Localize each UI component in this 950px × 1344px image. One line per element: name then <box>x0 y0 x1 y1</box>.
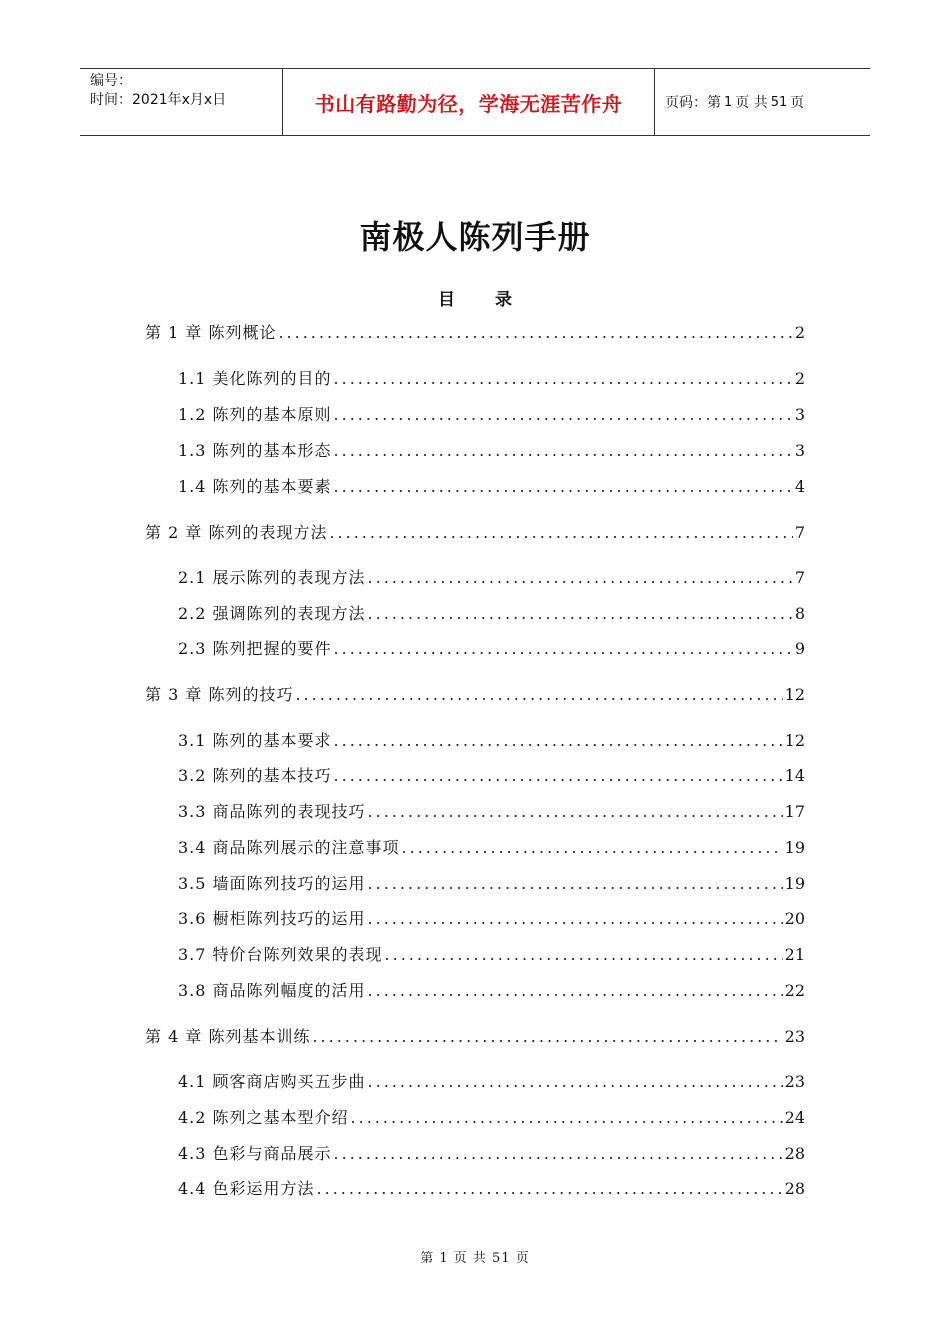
toc-entry-page: 2 <box>794 369 805 388</box>
toc-leader-dots <box>334 639 793 658</box>
header-motto: 书山有路勤为径，学海无涯苦作舟 <box>314 91 623 116</box>
toc-entry-label: 1.1 美化陈列的目的 <box>178 369 332 388</box>
toc-entry-label: 4.1 顾客商店购买五步曲 <box>178 1072 366 1091</box>
toc-entry-page: 7 <box>794 523 805 542</box>
toc-entry-page: 12 <box>784 685 805 704</box>
toc-section-entry[interactable] <box>178 1176 805 1198</box>
toc-section-entry[interactable] <box>178 799 805 821</box>
toc-chapter-entry[interactable] <box>145 320 805 342</box>
toc-heading: 目录 <box>438 290 552 310</box>
toc-entry-label: 2.1 展示陈列的表现方法 <box>178 568 366 587</box>
page-label-prefix: 页码：第 <box>665 95 721 111</box>
toc-entry-label: 3.6 橱柜陈列技巧的运用 <box>178 909 366 928</box>
page-total: 51 <box>770 94 788 110</box>
toc-entry-page: 19 <box>784 874 805 893</box>
toc-chapter-entry[interactable] <box>145 682 805 704</box>
toc-entry-label: 3.1 陈列的基本要求 <box>178 731 332 750</box>
toc-section-entry[interactable] <box>178 474 805 496</box>
toc-entry-page: 12 <box>784 731 805 750</box>
toc-entry-label: 3.2 陈列的基本技巧 <box>178 766 332 785</box>
toc-entry-label: 第 4 章 陈列基本训练 <box>145 1027 311 1046</box>
toc-entry-page: 7 <box>794 568 805 587</box>
toc-leader-dots <box>334 731 783 750</box>
toc-entry-page: 4 <box>794 477 805 496</box>
toc-entry-page: 19 <box>784 838 805 857</box>
toc-chapter-entry[interactable] <box>145 520 805 542</box>
page-label-suffix: 页 <box>790 95 805 111</box>
toc-leader-dots <box>385 945 783 964</box>
toc-section-entry[interactable] <box>178 728 805 750</box>
toc-entry-page: 21 <box>784 945 805 964</box>
toc-entry-page: 14 <box>784 766 805 785</box>
toc-entry-page: 8 <box>794 604 805 623</box>
toc-entry-page: 9 <box>794 639 805 658</box>
toc-section-entry[interactable] <box>178 601 805 623</box>
toc-entry-label: 4.2 陈列之基本型介绍 <box>178 1108 349 1127</box>
toc-section-entry[interactable] <box>178 1069 805 1091</box>
toc-section-entry[interactable] <box>178 402 805 424</box>
toc-entry-label: 1.4 陈列的基本要素 <box>178 477 332 496</box>
toc-leader-dots <box>368 1072 783 1091</box>
toc-entry-page: 28 <box>784 1179 805 1198</box>
toc-entry-label: 第 3 章 陈列的技巧 <box>145 685 294 704</box>
toc-leader-dots <box>334 1144 783 1163</box>
toc-entry-label: 2.3 陈列把握的要件 <box>178 639 332 658</box>
toc-entry-label: 第 1 章 陈列概论 <box>145 323 277 342</box>
document-time-label: 时间：2021年x月x日 <box>90 92 227 108</box>
toc-section-entry[interactable] <box>178 763 805 785</box>
toc-section-entry[interactable] <box>178 1141 805 1163</box>
toc-entry-page: 28 <box>784 1144 805 1163</box>
toc-section-entry[interactable] <box>178 906 805 928</box>
toc-leader-dots <box>329 523 792 542</box>
toc-entry-label: 3.5 墙面陈列技巧的运用 <box>178 874 366 893</box>
toc-entry-page: 20 <box>784 909 805 928</box>
toc-leader-dots <box>334 405 793 424</box>
toc-entry-label: 3.8 商品陈列幅度的活用 <box>178 981 366 1000</box>
toc-entry-label: 2.2 强调陈列的表现方法 <box>178 604 366 623</box>
toc-leader-dots <box>278 323 792 342</box>
page-header <box>80 68 870 136</box>
toc-entry-label: 第 2 章 陈列的表现方法 <box>145 523 328 542</box>
toc-entry-page: 2 <box>794 323 805 342</box>
toc-leader-dots <box>295 685 782 704</box>
toc-section-entry[interactable] <box>178 366 805 388</box>
toc-entry-label: 3.3 商品陈列的表现技巧 <box>178 802 366 821</box>
toc-entry-page: 3 <box>794 441 805 460</box>
header-page-info <box>655 69 870 135</box>
document-number-label: 编号： <box>90 73 132 89</box>
toc-entry-label: 1.3 陈列的基本形态 <box>178 441 332 460</box>
toc-section-entry[interactable] <box>178 636 805 658</box>
toc-leader-dots <box>368 874 783 893</box>
toc-leader-dots <box>334 766 783 785</box>
toc-entry-label: 3.4 商品陈列展示的注意事项 <box>178 838 400 857</box>
toc-leader-dots <box>312 1027 782 1046</box>
toc-section-entry[interactable] <box>178 835 805 857</box>
toc-leader-dots <box>368 604 793 623</box>
toc-section-entry[interactable] <box>178 942 805 964</box>
toc-entry-page: 3 <box>794 405 805 424</box>
toc-entry-label: 4.4 色彩运用方法 <box>178 1179 315 1198</box>
toc-entry-page: 17 <box>784 802 805 821</box>
toc-section-entry[interactable] <box>178 1105 805 1127</box>
toc-entry-page: 24 <box>784 1108 805 1127</box>
toc-leader-dots <box>368 568 793 587</box>
document-title: 南极人陈列手册 <box>359 218 591 256</box>
toc-leader-dots <box>368 802 783 821</box>
header-meta <box>80 69 282 135</box>
toc-leader-dots <box>334 441 793 460</box>
page-current: 1 <box>724 94 733 110</box>
toc-section-entry[interactable] <box>178 565 805 587</box>
toc-leader-dots <box>351 1108 783 1127</box>
page-label-middle: 页 共 <box>735 95 768 111</box>
toc-entry-page: 23 <box>784 1027 805 1046</box>
toc-leader-dots <box>368 981 783 1000</box>
toc-leader-dots <box>368 909 783 928</box>
toc-entry-label: 1.2 陈列的基本原则 <box>178 405 332 424</box>
toc-section-entry[interactable] <box>178 438 805 460</box>
toc-section-entry[interactable] <box>178 871 805 893</box>
page-footer: 第 1 页 共 51 页 <box>420 1251 530 1266</box>
toc-entry-page: 22 <box>784 981 805 1000</box>
header-motto-cell <box>282 69 655 135</box>
toc-leader-dots <box>334 369 793 388</box>
toc-entry-label: 3.7 特价台陈列效果的表现 <box>178 945 383 964</box>
toc-chapter-entry[interactable] <box>145 1024 805 1046</box>
toc-leader-dots <box>402 838 783 857</box>
toc-leader-dots <box>334 477 793 496</box>
toc-leader-dots <box>317 1179 783 1198</box>
toc-entry-label: 4.3 色彩与商品展示 <box>178 1144 332 1163</box>
toc-entry-page: 23 <box>784 1072 805 1091</box>
toc-section-entry[interactable] <box>178 978 805 1000</box>
